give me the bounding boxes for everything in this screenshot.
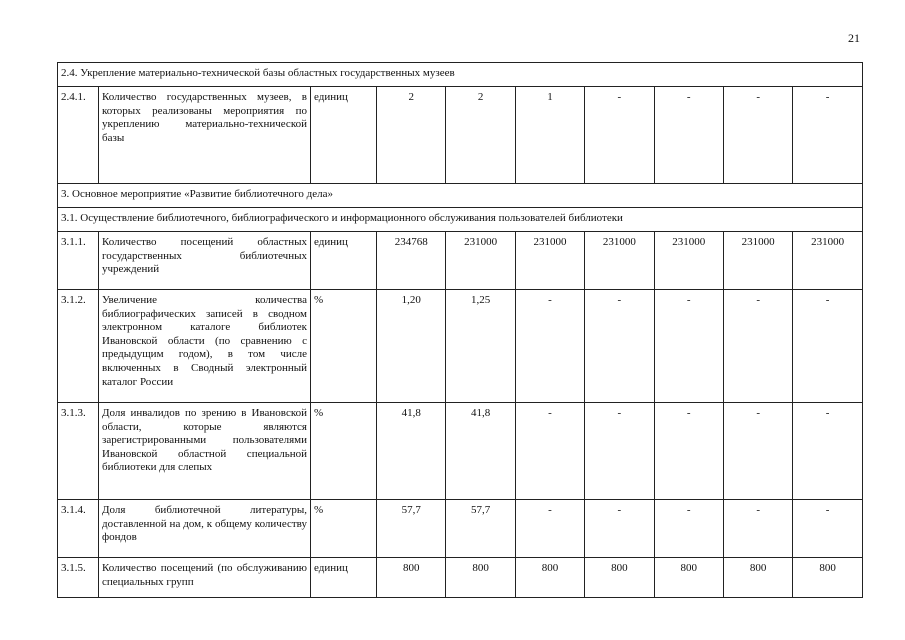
value-cell: - <box>585 290 654 403</box>
value-cell: 41,8 <box>446 403 515 500</box>
value-cell: 1,25 <box>446 290 515 403</box>
indicator-name: Увеличение количества библиографических записей в сводном электронном каталоге библиотек Ивановской области (по сравнению с предыдущим годом), в том числе включенных в Сводный электронный каталог России <box>99 290 311 403</box>
value-cell: - <box>515 290 584 403</box>
value-cell: - <box>654 403 723 500</box>
value-cell: - <box>515 500 584 558</box>
section-row <box>58 208 863 232</box>
value-cell: - <box>515 403 584 500</box>
value-cell: 57,7 <box>446 500 515 558</box>
value-cell: 1,20 <box>377 290 446 403</box>
value-cell: 800 <box>585 558 654 598</box>
value-cell: 800 <box>515 558 584 598</box>
value-cell: - <box>585 500 654 558</box>
value-cell: - <box>654 87 723 184</box>
value-cell: - <box>793 500 862 558</box>
row-number: 2.4.1. <box>58 87 99 184</box>
value-cell: - <box>723 403 792 500</box>
indicator-name: Количество посещений (по обслуживанию специальных групп <box>99 558 311 598</box>
value-cell: - <box>723 87 792 184</box>
section-title: 2.4. Укрепление материально-технической базы областных государственных музеев <box>58 63 863 87</box>
row-number: 3.1.4. <box>58 500 99 558</box>
value-cell: 231000 <box>515 232 584 290</box>
value-cell: - <box>793 87 862 184</box>
indicator-name: Количество посещений областных государственных библиотечных учреждений <box>99 232 311 290</box>
indicator-name: Количество государственных музеев, в которых реализованы мероприятия по укреплению материально-технической базы <box>99 87 311 184</box>
value-cell: 800 <box>654 558 723 598</box>
value-cell: - <box>654 290 723 403</box>
table-row <box>58 87 863 184</box>
value-cell: 41,8 <box>377 403 446 500</box>
value-cell: 231000 <box>585 232 654 290</box>
unit-cell: единиц <box>311 87 377 184</box>
value-cell: 1 <box>515 87 584 184</box>
value-cell: - <box>654 500 723 558</box>
table-row <box>58 290 863 403</box>
section-title: 3.1. Осуществление библиотечного, библиографического и информационного обслуживания пользователей библиотеки <box>58 208 863 232</box>
row-number: 3.1.2. <box>58 290 99 403</box>
value-cell: - <box>585 403 654 500</box>
value-cell: - <box>585 87 654 184</box>
row-number: 3.1.3. <box>58 403 99 500</box>
indicator-name: Доля библиотечной литературы, доставленной на дом, к общему количеству фондов <box>99 500 311 558</box>
table-row <box>58 403 863 500</box>
unit-cell: % <box>311 290 377 403</box>
value-cell: 2 <box>446 87 515 184</box>
value-cell: - <box>723 500 792 558</box>
section-row <box>58 184 863 208</box>
page-number: 21 <box>848 31 860 45</box>
value-cell: 234768 <box>377 232 446 290</box>
value-cell: - <box>723 290 792 403</box>
value-cell: 231000 <box>793 232 862 290</box>
value-cell: 231000 <box>723 232 792 290</box>
section-row <box>58 63 863 87</box>
unit-cell: % <box>311 403 377 500</box>
section-title: 3. Основное мероприятие «Развитие библиотечного дела» <box>58 184 863 208</box>
value-cell: 231000 <box>446 232 515 290</box>
table-row <box>58 500 863 558</box>
unit-cell: единиц <box>311 558 377 598</box>
value-cell: 57,7 <box>377 500 446 558</box>
indicator-name: Доля инвалидов по зрению в Ивановской области, которые являются зарегистрированными пользователями Ивановской областной специальной библиотеки для слепых <box>99 403 311 500</box>
value-cell: 2 <box>377 87 446 184</box>
indicators-table <box>57 62 863 598</box>
value-cell: - <box>793 290 862 403</box>
value-cell: 800 <box>793 558 862 598</box>
value-cell: 800 <box>723 558 792 598</box>
value-cell: 800 <box>377 558 446 598</box>
table-row <box>58 558 863 598</box>
unit-cell: единиц <box>311 232 377 290</box>
value-cell: 231000 <box>654 232 723 290</box>
value-cell: - <box>793 403 862 500</box>
row-number: 3.1.1. <box>58 232 99 290</box>
value-cell: 800 <box>446 558 515 598</box>
unit-cell: % <box>311 500 377 558</box>
table-row <box>58 232 863 290</box>
row-number: 3.1.5. <box>58 558 99 598</box>
